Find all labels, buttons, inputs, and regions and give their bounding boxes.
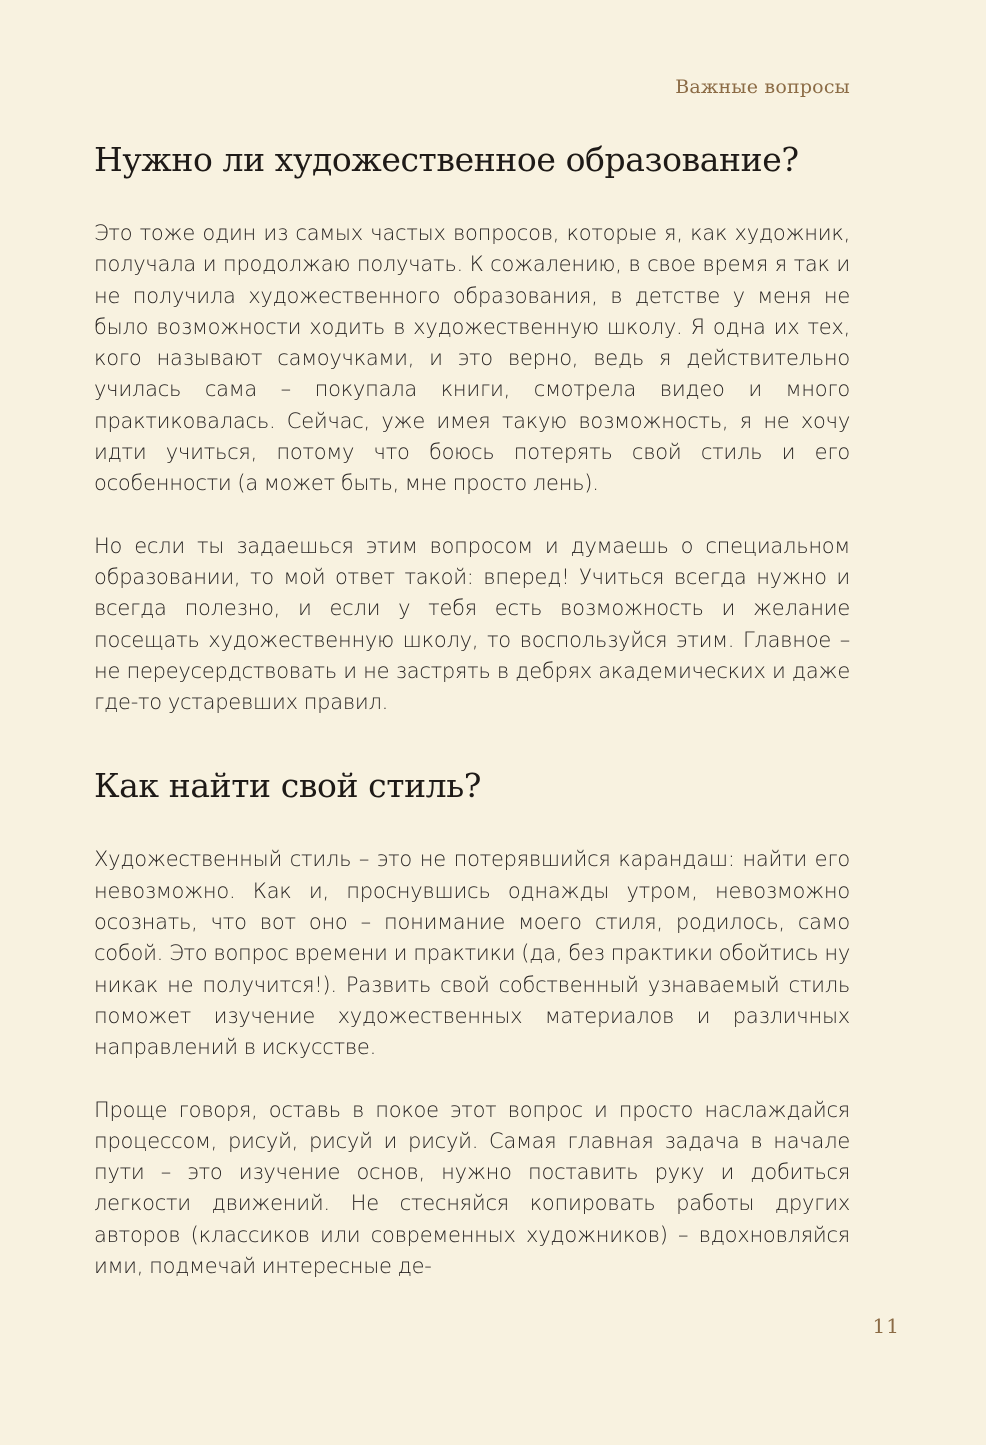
section-heading-art-education: Нужно ли художественное образование?	[94, 140, 799, 179]
page-number: 11	[872, 1314, 900, 1338]
running-header: Важные вопросы	[675, 76, 850, 98]
paragraph: Это тоже один из самых частых вопросов, которые я, как художник, получала и продолжаю получать. К сожалению, в свое время я так и не получила художественного образования, в детстве у меня не было возможности ходить в художественную школу. Я одна их тех, кого называют самоучками, и это верно, ведь я действительно училась сама – покупала книги, смотрела видео и много практиковалась. Сейчас, уже имея такую возможность, я не хочу идти учиться, потому что боюсь потерять свой стиль и его особенности (а может быть, мне просто лень).	[94, 221, 850, 496]
paragraph: Проще говоря, оставь в покое этот вопрос и просто наслаждайся процессом, рисуй, рисуй и рисуй. Самая главная задача в начале пути – это изучение основ, нужно поставить руку и добиться легкости движений. Не стесняйся копировать работы других авторов (классиков или современных художников) – вдохновляйся ими, подмечай интересные де-	[94, 1097, 850, 1279]
section-heading-find-style: Как найти свой стиль?	[94, 766, 482, 806]
page-content	[94, 138, 850, 1282]
paragraph: Но если ты задаешься этим вопросом и думаешь о специальном образовании, то мой ответ такой: вперед! Учиться всегда нужно и всегда полезно, и если у тебя есть возможность и желание посещать художественную школу, то воспользуйся этим. Главное – не переусердствовать и не застрять в дебрях академических и даже где-то устаревших правил.	[94, 533, 850, 715]
paragraph: Художественный стиль – это не потерявшийся карандаш: найти его невозможно. Как и, проснувшись однажды утром, невозможно осознать, что вот оно – понимание моего стиля, родилось, само собой. Это вопрос времени и практики (да, без практики обойтись ну никак не получится!). Развить свой собственный узнаваемый стиль поможет изучение художественных материалов и различных направлений в искусстве.	[94, 847, 850, 1060]
